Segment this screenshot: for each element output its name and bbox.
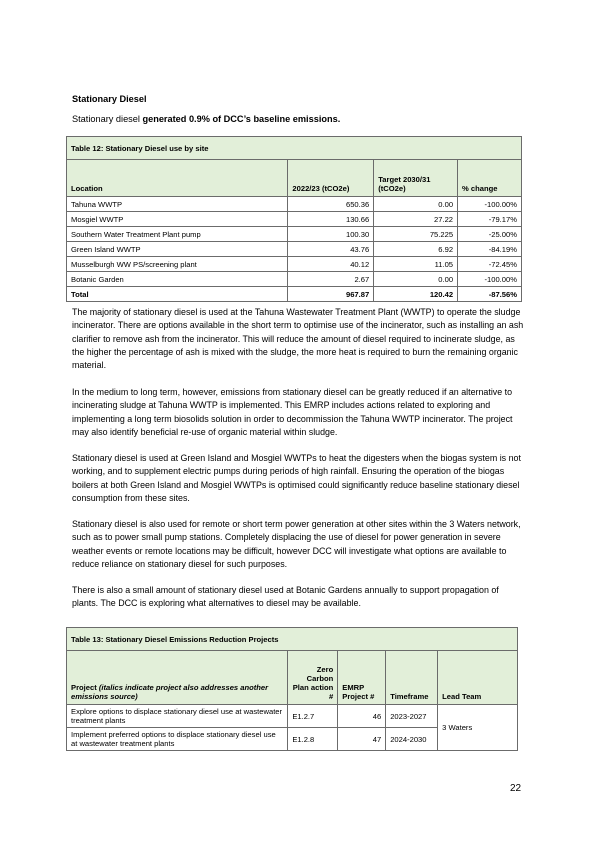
table-12 bbox=[66, 136, 522, 302]
lead-bold: generated 0.9% of DCC’s baseline emissions. bbox=[142, 114, 341, 124]
baseline-cell: 100.30 bbox=[288, 227, 374, 242]
paragraph-1: The majority of stationary diesel is used at the Tahuna Wastewater Treatment Plant (WWTP) to operate the sludge incinerator. There are options available in the short term to optimise use of the incinerator, such as installing an ash clarifier to remove ash from the incinerator. This will reduce the amount of diesel required to incinerate sludge, as the higher the percentage of ash is mixed with the sludge, the more heat is required to burn the remaining organic material. bbox=[72, 307, 524, 371]
table-13 bbox=[66, 627, 518, 751]
change-cell: -100.00% bbox=[458, 272, 522, 287]
location-cell: Mosgiel WWTP bbox=[67, 212, 288, 227]
target-cell: 75.225 bbox=[374, 227, 458, 242]
project-cell: Explore options to displace stationary diesel use at wastewater treatment plants bbox=[67, 705, 288, 728]
baseline-cell: 40.12 bbox=[288, 257, 374, 272]
emrp-cell: 47 bbox=[338, 728, 386, 751]
section-heading: Stationary Diesel bbox=[72, 94, 147, 104]
total-label: Total bbox=[67, 287, 288, 302]
table-12-caption: Table 12: Stationary Diesel use by site bbox=[67, 137, 522, 160]
table-row bbox=[67, 227, 522, 242]
change-cell: -72.45% bbox=[458, 257, 522, 272]
project-header-label: Project bbox=[71, 683, 99, 692]
location-cell: Green Island WWTP bbox=[67, 242, 288, 257]
baseline-cell: 43.76 bbox=[288, 242, 374, 257]
timeframe-cell: 2023-2027 bbox=[386, 705, 438, 728]
target-cell: 6.92 bbox=[374, 242, 458, 257]
timeframe-cell: 2024-2030 bbox=[386, 728, 438, 751]
lead-prefix: Stationary diesel bbox=[72, 114, 143, 124]
target-cell: 0.00 bbox=[374, 197, 458, 212]
table-12-header-change: % change bbox=[458, 160, 522, 197]
location-cell: Musselburgh WW PS/screening plant bbox=[67, 257, 288, 272]
location-cell: Southern Water Treatment Plant pump bbox=[67, 227, 288, 242]
total-target: 120.42 bbox=[374, 287, 458, 302]
table-row bbox=[67, 242, 522, 257]
target-cell: 27.22 bbox=[374, 212, 458, 227]
table-row bbox=[67, 272, 522, 287]
table-row bbox=[67, 212, 522, 227]
change-cell: -25.00% bbox=[458, 227, 522, 242]
target-cell: 11.05 bbox=[374, 257, 458, 272]
location-cell: Tahuna WWTP bbox=[67, 197, 288, 212]
table-13-header-emrp: EMRP Project # bbox=[338, 651, 386, 705]
target-cell: 0.00 bbox=[374, 272, 458, 287]
change-cell: -84.19% bbox=[458, 242, 522, 257]
table-row bbox=[67, 197, 522, 212]
zcp-cell: E1.2.8 bbox=[288, 728, 338, 751]
total-change: -87.56% bbox=[458, 287, 522, 302]
baseline-cell: 650.36 bbox=[288, 197, 374, 212]
total-row bbox=[67, 287, 522, 302]
zcp-cell: E1.2.7 bbox=[288, 705, 338, 728]
table-12-header-location: Location bbox=[67, 160, 288, 197]
baseline-cell: 130.66 bbox=[288, 212, 374, 227]
table-13-header-timeframe: Timeframe bbox=[386, 651, 438, 705]
change-cell: -79.17% bbox=[458, 212, 522, 227]
table-13-header-lead: Lead Team bbox=[438, 651, 518, 705]
table-12-header-target: Target 2030/31 (tCO2e) bbox=[374, 160, 458, 197]
paragraph-2: In the medium to long term, however, emissions from stationary diesel can be greatly reduced if an alternative to incinerating sludge at Tahuna WWTP is implemented. This EMRP includes actions related to exploring and implementing a long term biosolids solution in order to decommission the Tahuna WWTP incinerator. The project may also identify beneficial re-use of organic material within sludge. bbox=[72, 387, 513, 437]
project-header-note: (italics indicate project also addresses another emissions source) bbox=[71, 683, 269, 701]
table-12-header-baseline: 2022/23 (tCO2e) bbox=[288, 160, 374, 197]
paragraph-3: Stationary diesel is used at Green Island and Mosgiel WWTPs to heat the digesters when the biogas system is not working, and to supplement electric pumps during periods of high rainfall. Ensuring the operation of the biogas boilers at both Green Island and Mosgiel WWTPs is optimised could significantly reduce baseline stationary diesel consumption from these sites. bbox=[72, 453, 521, 503]
total-baseline: 967.87 bbox=[288, 287, 374, 302]
page-number: 22 bbox=[510, 783, 522, 794]
project-cell: Implement preferred options to displace stationary diesel use at wastewater treatment plants bbox=[67, 728, 288, 751]
lead-team-cell: 3 Waters bbox=[438, 705, 518, 751]
table-row bbox=[67, 257, 522, 272]
table-13-caption: Table 13: Stationary Diesel Emissions Reduction Projects bbox=[67, 628, 518, 651]
table-13-header-project bbox=[67, 651, 288, 705]
lead-sentence bbox=[72, 114, 340, 124]
baseline-cell: 2.67 bbox=[288, 272, 374, 287]
emrp-cell: 46 bbox=[338, 705, 386, 728]
paragraph-5: There is also a small amount of stationary diesel used at Botanic Gardens annually to support propagation of plants. The DCC is exploring what alternatives to diesel may be available. bbox=[72, 585, 499, 609]
change-cell: -100.00% bbox=[458, 197, 522, 212]
table-13-header-zcp: Zero Carbon Plan action # bbox=[288, 651, 338, 705]
table-row bbox=[67, 705, 518, 728]
location-cell: Botanic Garden bbox=[67, 272, 288, 287]
paragraph-4: Stationary diesel is also used for remote or short term power generation at other sites within the 3 Waters network, such as to power small pump stations. Completely displacing the use of diesel for power generation in severe weather events or remote locations may be difficult, however DCC will investigate what options are available to reduce reliance on stationary diesel for such purposes. bbox=[72, 519, 521, 569]
